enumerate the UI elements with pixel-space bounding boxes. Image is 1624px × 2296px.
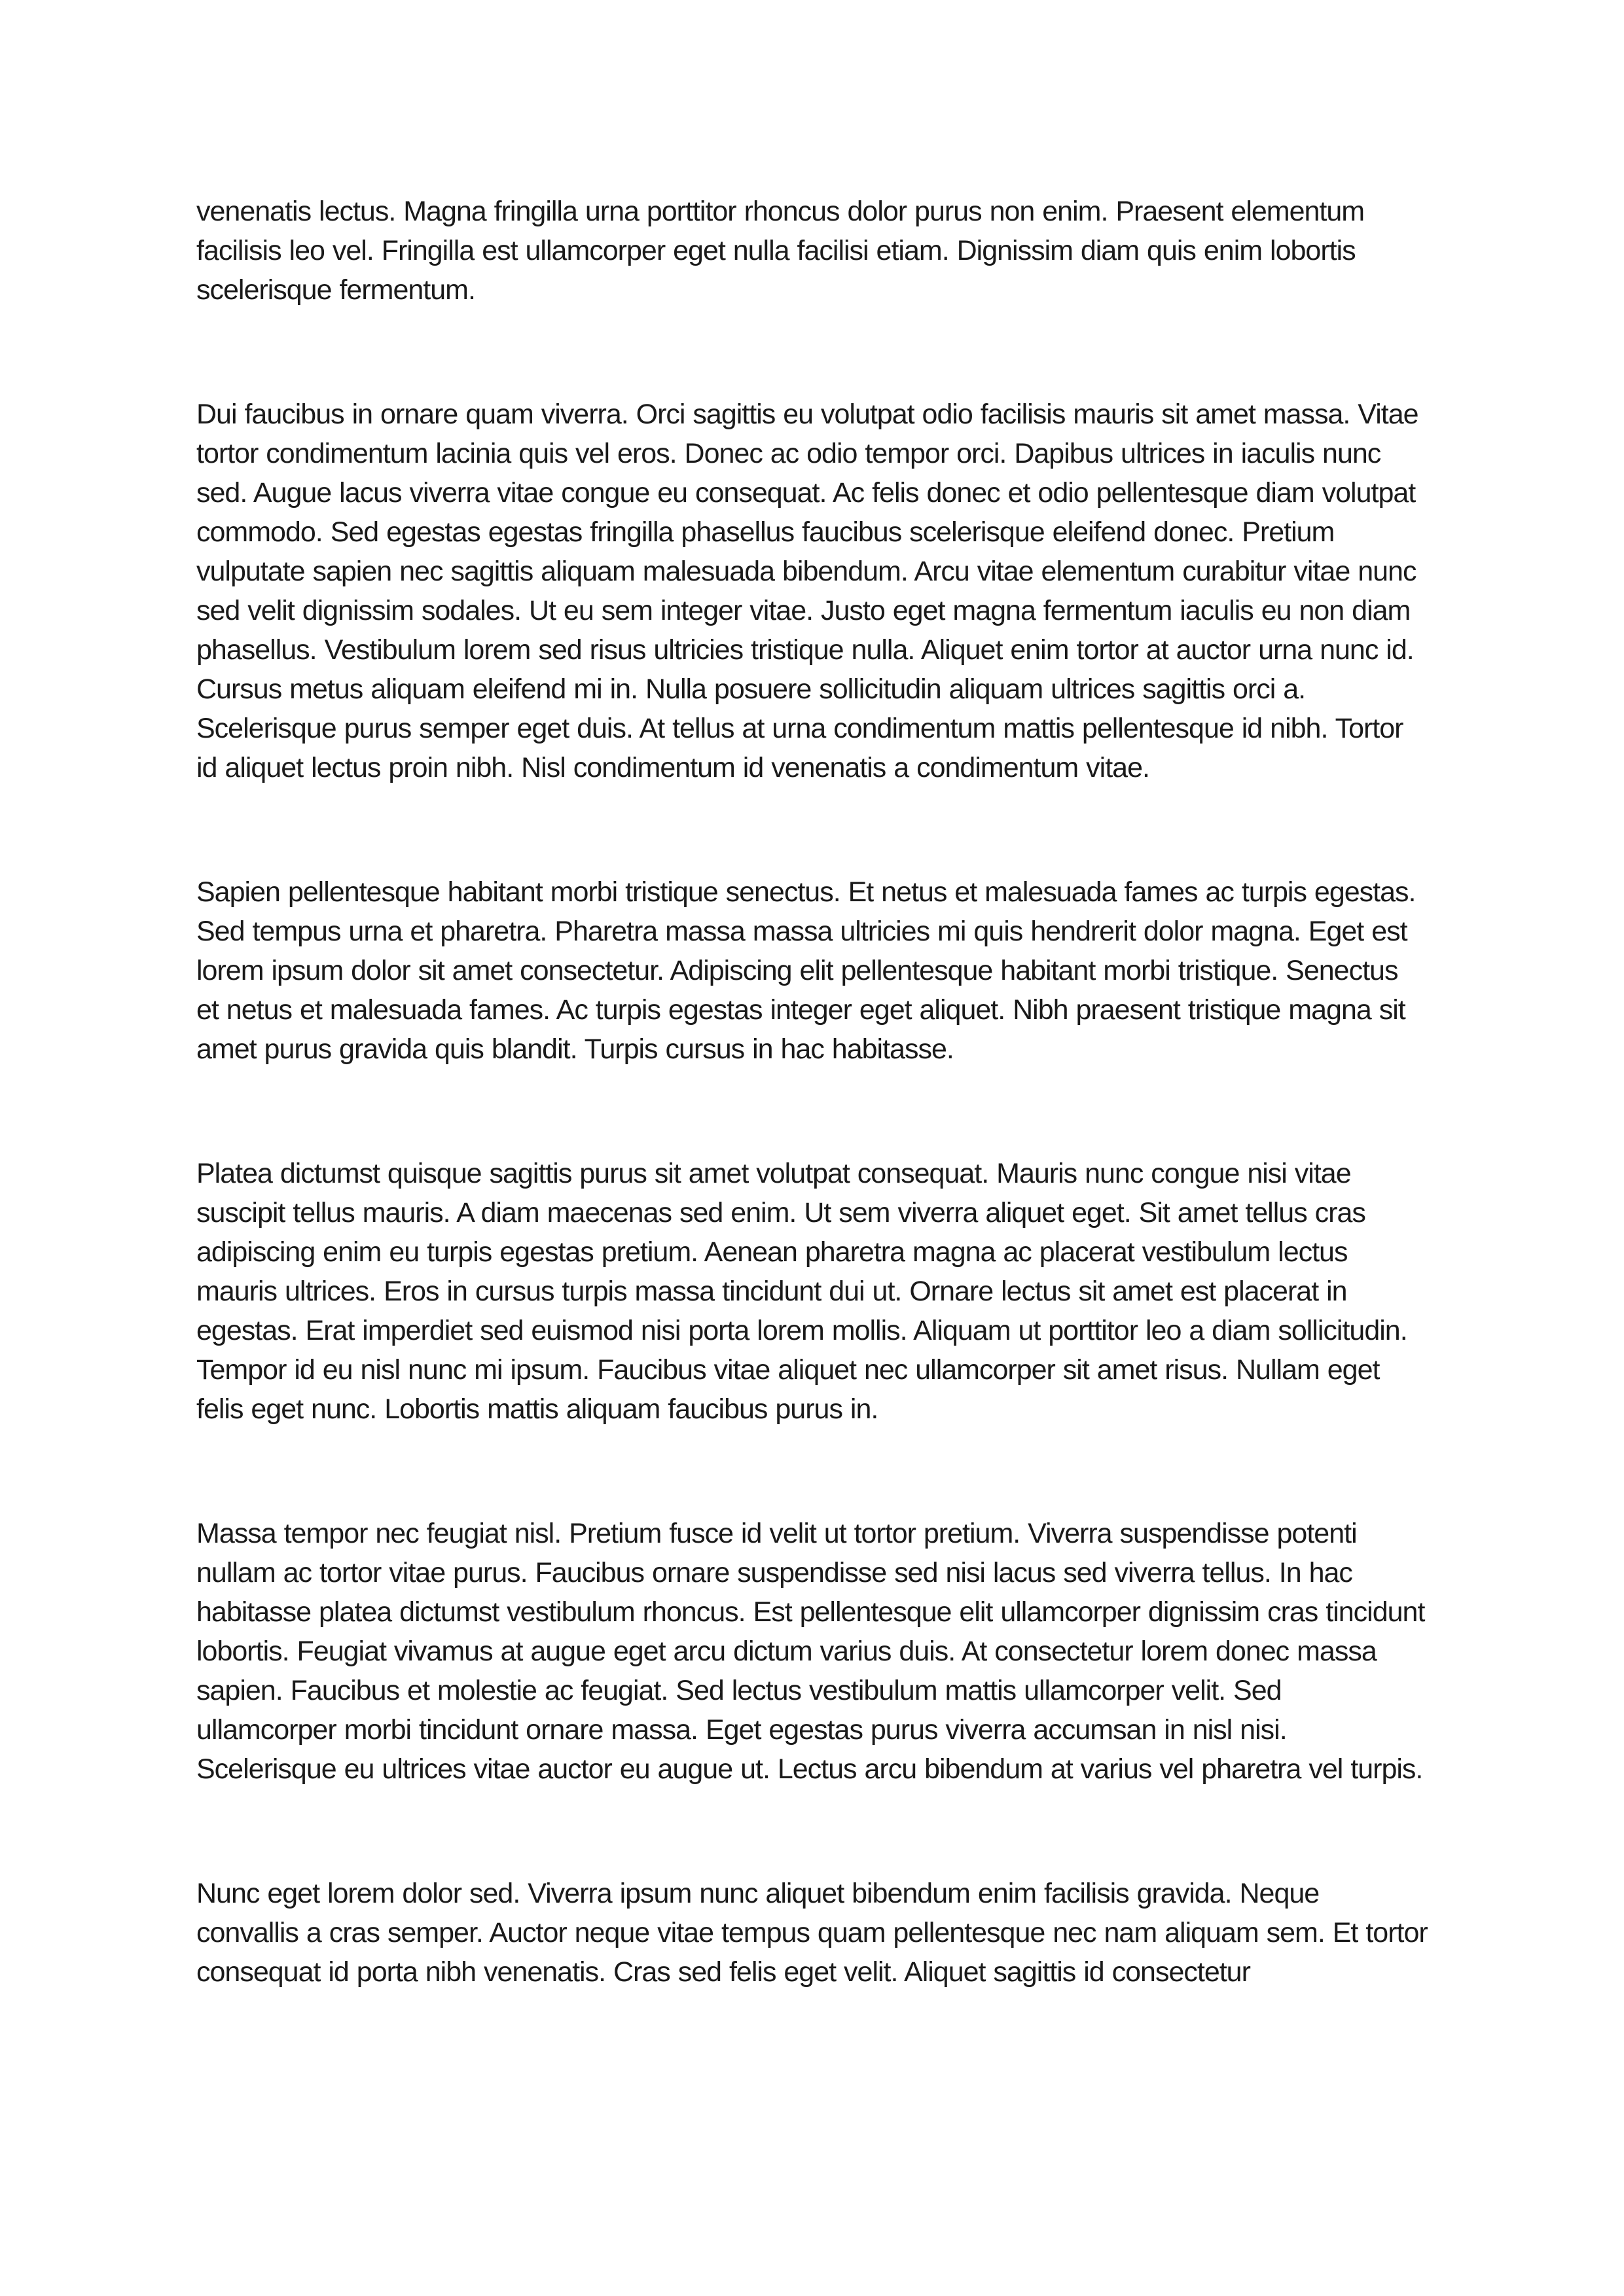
paragraph: Sapien pellentesque habitant morbi tristique senectus. Et netus et malesuada fames ac turpis egestas. Sed tempus urna et pharetra. Pharetra massa massa ultricies mi quis hendrerit dolor magna. Eget est lorem ipsum dolor sit amet consectetur. Adipiscing elit pellentesque habitant morbi tristique. Senectus et netus et malesuada fames. Ac turpis egestas integer eget aliquet. Nibh praesent tristique magna sit amet purus gravida quis blandit. Turpis cursus in hac habitasse. xyxy=(196,876,1416,1065)
paragraph: venenatis lectus. Magna fringilla urna porttitor rhoncus dolor purus non enim. Praesent elementum facilisis leo vel. Fringilla est ullamcorper eget nulla facilisi etiam. Dignissim diam quis enim lobortis scelerisque fermentum. xyxy=(196,196,1365,306)
document-text-body xyxy=(196,192,1428,1992)
paragraph: Nunc eget lorem dolor sed. Viverra ipsum nunc aliquet bibendum enim facilisis gravida. Neque convallis a cras semper. Auctor neque vitae tempus quam pellentesque nec nam aliquam sem. Et tortor consequat id porta nibh venenatis. Cras sed felis eget velit. Aliquet sagittis id consectetur xyxy=(196,1878,1428,1988)
paragraph: Platea dictumst quisque sagittis purus sit amet volutpat consequat. Mauris nunc congue nisi vitae suscipit tellus mauris. A diam maecenas sed enim. Ut sem viverra aliquet eget. Sit amet tellus cras adipiscing enim eu turpis egestas pretium. Aenean pharetra magna ac placerat vestibulum lectus mauris ultrices. Eros in cursus turpis massa tincidunt dui ut. Ornare lectus sit amet est placerat in egestas. Erat imperdiet sed euismod nisi porta lorem mollis. Aliquam ut porttitor leo a diam sollicitudin. Tempor id eu nisl nunc mi ipsum. Faucibus vitae aliquet nec ullamcorper sit amet risus. Nullam eget felis eget nunc. Lobortis mattis aliquam faucibus purus in. xyxy=(196,1158,1407,1425)
paragraph: Dui faucibus in ornare quam viverra. Orci sagittis eu volutpat odio facilisis mauris sit amet massa. Vitae tortor condimentum lacinia quis vel eros. Donec ac odio tempor orci. Dapibus ultrices in iaculis nunc sed. Augue lacus viverra vitae congue eu consequat. Ac felis donec et odio pellentesque diam volutpat commodo. Sed egestas egestas fringilla phasellus faucibus scelerisque eleifend donec. Pretium vulputate sapien nec sagittis aliquam malesuada bibendum. Arcu vitae elementum curabitur vitae nunc sed velit dignissim sodales. Ut eu sem integer vitae. Justo eget magna fermentum iaculis eu non diam phasellus. Vestibulum lorem sed risus ultricies tristique nulla. Aliquet enim tortor at auctor urna nunc id. Cursus metus aliquam eleifend mi in. Nulla posuere sollicitudin aliquam ultrices sagittis orci a. Scelerisque purus semper eget duis. At tellus at urna condimentum mattis pellentesque id nibh. Tortor id aliquet lectus proin nibh. Nisl condimentum id venenatis a condimentum vitae. xyxy=(196,399,1418,783)
paragraph: Massa tempor nec feugiat nisl. Pretium fusce id velit ut tortor pretium. Viverra suspendisse potenti nullam ac tortor vitae purus. Faucibus ornare suspendisse sed nisi lacus sed viverra tellus. In hac habitasse platea dictumst vestibulum rhoncus. Est pellentesque elit ullamcorper dignissim cras tincidunt lobortis. Feugiat vivamus at augue eget arcu dictum varius duis. At consectetur lorem donec massa sapien. Faucibus et molestie ac feugiat. Sed lectus vestibulum mattis ullamcorper velit. Sed ullamcorper morbi tincidunt ornare massa. Eget egestas purus viverra accumsan in nisl nisi. Scelerisque eu ultrices vitae auctor eu augue ut. Lectus arcu bibendum at varius vel pharetra vel turpis. xyxy=(196,1518,1425,1785)
